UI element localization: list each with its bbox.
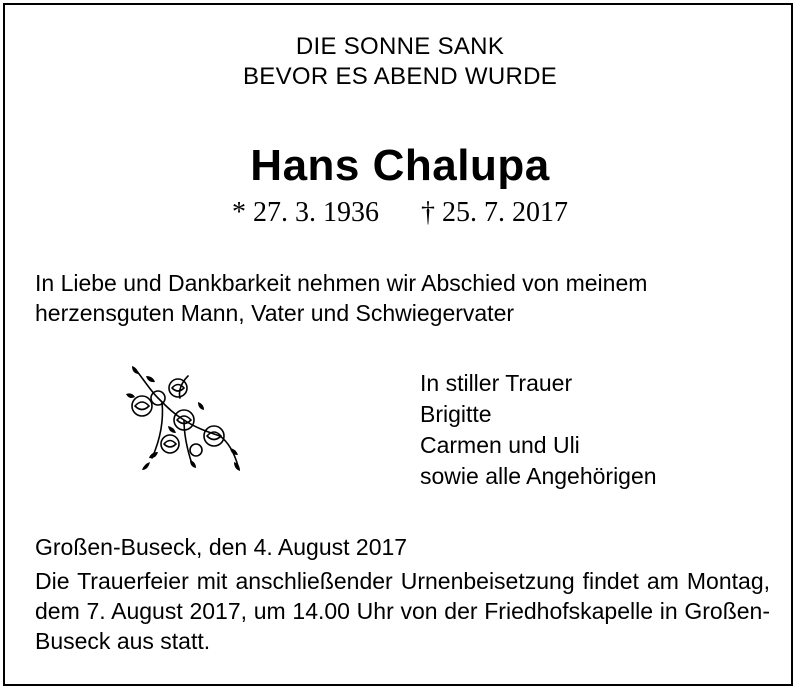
motto-line-2: BEVOR ES ABEND WURDE: [242, 63, 558, 90]
life-dates: [0, 196, 800, 230]
roses-icon: [122, 362, 252, 480]
mourner-line: sowie alle Angehörigen: [420, 463, 657, 489]
death-date: † 25. 7. 2017: [421, 197, 568, 228]
mourner-line: In stiller Trauer: [420, 370, 573, 396]
deceased-name: Hans Chalupa: [250, 141, 550, 190]
birth-date: * 27. 3. 1936: [232, 197, 379, 228]
ceremony-text: Die Trauerfeier mit anschließender Urnenbeisetzung findet am Montag, dem 7. August 2017, um 14.00 Uhr von der Friedhofskapelle in Großen-Buseck aus statt.: [35, 568, 770, 654]
mourners-block: [420, 368, 657, 492]
intro-text: In Liebe und Dankbarkeit nehmen wir Abschied von meinem herzensguten Mann, Vater und Schwiegervater: [35, 270, 648, 326]
place-date: Großen-Buseck, den 4. August 2017: [35, 534, 408, 560]
mourner-line: Brigitte: [420, 401, 492, 427]
mourner-line: Carmen und Uli: [420, 432, 580, 458]
motto-line-1: DIE SONNE SANK: [295, 33, 505, 60]
